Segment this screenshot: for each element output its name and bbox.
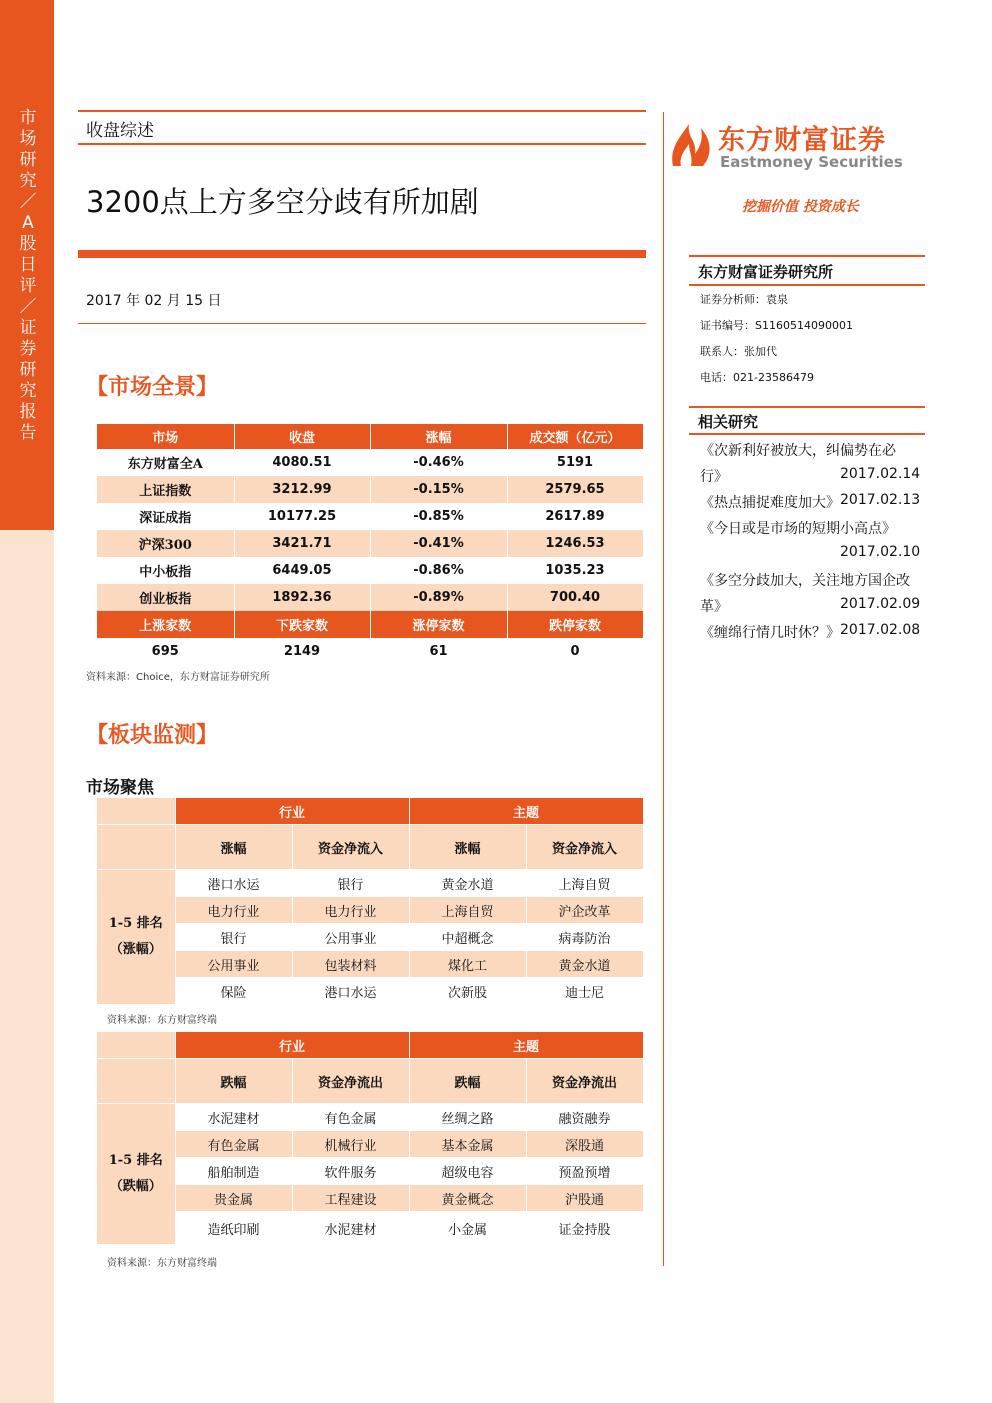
table-cell: -0.89% — [370, 584, 507, 611]
table-cell: 深股通 — [526, 1131, 643, 1158]
table-row — [97, 1158, 643, 1185]
column-header: 涨幅 — [409, 825, 526, 870]
table-cell: 4080.51 — [234, 449, 370, 476]
brand-english-name: Eastmoney Securities — [720, 153, 903, 171]
table-cell: 证金持股 — [526, 1212, 643, 1245]
sector-monitor-heading: 【板块监测】 — [86, 722, 219, 748]
table-cell: 银行 — [175, 924, 292, 951]
brand-slogan: 挖掘价值 投资成长 — [742, 199, 859, 215]
table-cell: 2579.65 — [507, 476, 643, 503]
corner-cell — [97, 1059, 175, 1104]
table-cell: 中小板指 — [97, 557, 234, 584]
gainers-source-note: 资料来源：东方财富终端 — [107, 1015, 217, 1026]
sidebar-category-text: 市场研究／A股日评／证券研究报告 — [19, 108, 37, 443]
table-cell: 3421.71 — [234, 530, 370, 557]
table-cell: 融资融券 — [526, 1104, 643, 1131]
market-focus-subheading: 市场聚焦 — [86, 778, 154, 798]
table-row — [97, 584, 643, 611]
right-panel-divider — [663, 112, 664, 1266]
table-cell: 黄金水道 — [526, 951, 643, 978]
summary-value: 0 — [507, 638, 643, 665]
table-cell: 电力行业 — [292, 897, 409, 924]
rank-sublabel: （涨幅） — [109, 942, 162, 957]
related-item-title[interactable]: 《多空分歧加大，关注地方国企改 — [700, 573, 910, 589]
table-cell: 上证指数 — [97, 476, 234, 503]
table-cell: 船舶制造 — [175, 1158, 292, 1185]
analyst-name: 证券分析师：袁泉 — [700, 293, 788, 306]
table-header-row — [97, 424, 643, 449]
table-cell: 有色金属 — [292, 1104, 409, 1131]
table-cell: 软件服务 — [292, 1158, 409, 1185]
summary-header: 跌停家数 — [507, 611, 643, 638]
sector-gainers-table — [97, 798, 644, 1005]
certificate-number: 证书编号：S1160514090001 — [700, 319, 853, 332]
table-cell: 有色金属 — [175, 1131, 292, 1158]
table-cell: 黄金概念 — [409, 1185, 526, 1212]
summary-header-row — [97, 611, 643, 638]
rank-label-cell — [97, 870, 175, 1005]
losers-source-note: 资料来源：东方财富终端 — [107, 1258, 217, 1269]
table-cell: -0.46% — [370, 449, 507, 476]
related-item-date: 2017.02.13 — [840, 492, 921, 508]
header-mid-rule — [78, 143, 646, 145]
table-cell: 工程建设 — [292, 1185, 409, 1212]
table-cell: 3212.99 — [234, 476, 370, 503]
table-cell: 沪深300 — [97, 530, 234, 557]
table-row — [97, 978, 643, 1005]
related-item-date: 2017.02.14 — [840, 466, 921, 482]
summary-header: 下跌家数 — [234, 611, 370, 638]
table-cell: 迪士尼 — [526, 978, 643, 1005]
table-cell: 东方财富全A — [97, 449, 234, 476]
table-cell: 预盈预增 — [526, 1158, 643, 1185]
related-item-title[interactable]: 革》 — [700, 599, 728, 615]
summary-value: 695 — [97, 638, 234, 665]
related-item-date: 2017.02.09 — [840, 596, 921, 612]
corner-cell — [97, 798, 175, 825]
table-row — [97, 1212, 643, 1245]
column-header: 资金净流入 — [526, 825, 643, 870]
table-cell: 中超概念 — [409, 924, 526, 951]
related-research-title: 相关研究 — [698, 413, 759, 431]
related-item-title[interactable]: 《次新利好被放大，纠偏势在必 — [700, 443, 896, 459]
table-row — [97, 1104, 643, 1131]
phone-number: 电话：021-23586479 — [700, 371, 814, 384]
related-item-title[interactable]: 《缠绵行情几时休？》 — [700, 625, 840, 641]
table-cell: 2617.89 — [507, 503, 643, 530]
market-source-note: 资料来源：Choice，东方财富证券研究所 — [86, 672, 270, 683]
table-row — [97, 924, 643, 951]
rank-label: 1-5 排名 — [108, 916, 163, 931]
report-date: 2017 年 02 月 15 日 — [86, 293, 222, 309]
title-thick-rule — [78, 250, 646, 258]
table-cell: 造纸印刷 — [175, 1212, 292, 1245]
table-cell: -0.86% — [370, 557, 507, 584]
table-cell: 沪企改革 — [526, 897, 643, 924]
table-cell: 1035.23 — [507, 557, 643, 584]
summary-header: 涨停家数 — [370, 611, 507, 638]
column-header: 跌幅 — [409, 1059, 526, 1104]
table-cell: 病毒防治 — [526, 924, 643, 951]
table-row — [97, 1131, 643, 1158]
date-rule — [78, 323, 646, 324]
table-cell: -0.85% — [370, 503, 507, 530]
table-cell: 贵金属 — [175, 1185, 292, 1212]
table-cell: -0.41% — [370, 530, 507, 557]
table-cell: 基本金属 — [409, 1131, 526, 1158]
table-cell: 黄金水道 — [409, 870, 526, 897]
table-cell: 丝绸之路 — [409, 1104, 526, 1131]
column-header: 资金净流出 — [526, 1059, 643, 1104]
related-item-date: 2017.02.10 — [840, 544, 921, 560]
table-row — [97, 897, 643, 924]
table-cell: 1892.36 — [234, 584, 370, 611]
table-cell: 上海自贸 — [409, 897, 526, 924]
table-cell: 机械行业 — [292, 1131, 409, 1158]
institute-title: 东方财富证券研究所 — [698, 263, 834, 281]
column-header: 成交额（亿元） — [507, 424, 643, 449]
column-header: 资金净流出 — [292, 1059, 409, 1104]
table-cell: 包装材料 — [292, 951, 409, 978]
table-cell: 煤化工 — [409, 951, 526, 978]
table-cell: 沪股通 — [526, 1185, 643, 1212]
table-cell: 700.40 — [507, 584, 643, 611]
table-row — [97, 1185, 643, 1212]
column-header: 收盘 — [234, 424, 370, 449]
column-header: 市场 — [97, 424, 234, 449]
table-cell: 超级电容 — [409, 1158, 526, 1185]
group-header-theme: 主题 — [409, 798, 643, 825]
page-title: 3200点上方多空分歧有所加剧 — [86, 185, 479, 219]
summary-value: 61 — [370, 638, 507, 665]
table-row — [97, 530, 643, 557]
institute-bottom-rule — [689, 284, 925, 286]
brand-name: 东方财富证券 — [718, 125, 886, 156]
rank-sublabel: （跌幅） — [109, 1179, 162, 1194]
column-header: 资金净流入 — [292, 825, 409, 870]
table-row — [97, 503, 643, 530]
rank-label-cell — [97, 1104, 175, 1245]
table-cell: 次新股 — [409, 978, 526, 1005]
table-cell: 深证成指 — [97, 503, 234, 530]
market-overview-table — [97, 424, 644, 665]
column-header: 涨幅 — [370, 424, 507, 449]
table-row — [97, 557, 643, 584]
summary-header: 上涨家数 — [97, 611, 234, 638]
table-cell: 保险 — [175, 978, 292, 1005]
table-row — [97, 870, 643, 897]
table-cell: 上海自贸 — [526, 870, 643, 897]
table-row — [97, 449, 643, 476]
market-overview-heading: 【市场全景】 — [86, 374, 219, 400]
table-cell: 公用事业 — [175, 951, 292, 978]
summary-value: 2149 — [234, 638, 370, 665]
related-item-title[interactable]: 《热点捕捉难度加大》 — [700, 495, 840, 511]
summary-value-row — [97, 638, 643, 665]
related-top-rule — [689, 406, 925, 408]
table-row — [97, 476, 643, 503]
header-top-rule — [78, 110, 646, 112]
table-cell: 电力行业 — [175, 897, 292, 924]
table-cell: 5191 — [507, 449, 643, 476]
group-header-industry: 行业 — [175, 1032, 409, 1059]
corner-cell — [97, 1032, 175, 1059]
sector-losers-table — [97, 1032, 644, 1245]
table-cell: 6449.05 — [234, 557, 370, 584]
corner-cell — [97, 825, 175, 870]
table-cell: 港口水运 — [292, 978, 409, 1005]
related-item-title[interactable]: 行》 — [700, 469, 728, 485]
contact-person: 联系人：张加代 — [700, 345, 777, 358]
column-header: 跌幅 — [175, 1059, 292, 1104]
table-cell: 小金属 — [409, 1212, 526, 1245]
column-header: 涨幅 — [175, 825, 292, 870]
section-label: 收盘综述 — [86, 121, 154, 141]
rank-label: 1-5 排名 — [108, 1153, 163, 1168]
institute-top-rule — [689, 255, 925, 257]
table-cell: 银行 — [292, 870, 409, 897]
related-item-title[interactable]: 《今日或是市场的短期小高点》 — [700, 521, 896, 537]
table-cell: 水泥建材 — [292, 1212, 409, 1245]
related-bottom-rule — [689, 433, 925, 435]
group-header-theme: 主题 — [409, 1032, 643, 1059]
table-cell: 10177.25 — [234, 503, 370, 530]
table-cell: -0.15% — [370, 476, 507, 503]
related-item-date: 2017.02.08 — [840, 622, 921, 638]
table-cell: 港口水运 — [175, 870, 292, 897]
flame-logo-icon — [667, 114, 715, 168]
table-cell: 1246.53 — [507, 530, 643, 557]
table-cell: 水泥建材 — [175, 1104, 292, 1131]
table-row — [97, 951, 643, 978]
table-cell: 创业板指 — [97, 584, 234, 611]
table-cell: 公用事业 — [292, 924, 409, 951]
group-header-industry: 行业 — [175, 798, 409, 825]
